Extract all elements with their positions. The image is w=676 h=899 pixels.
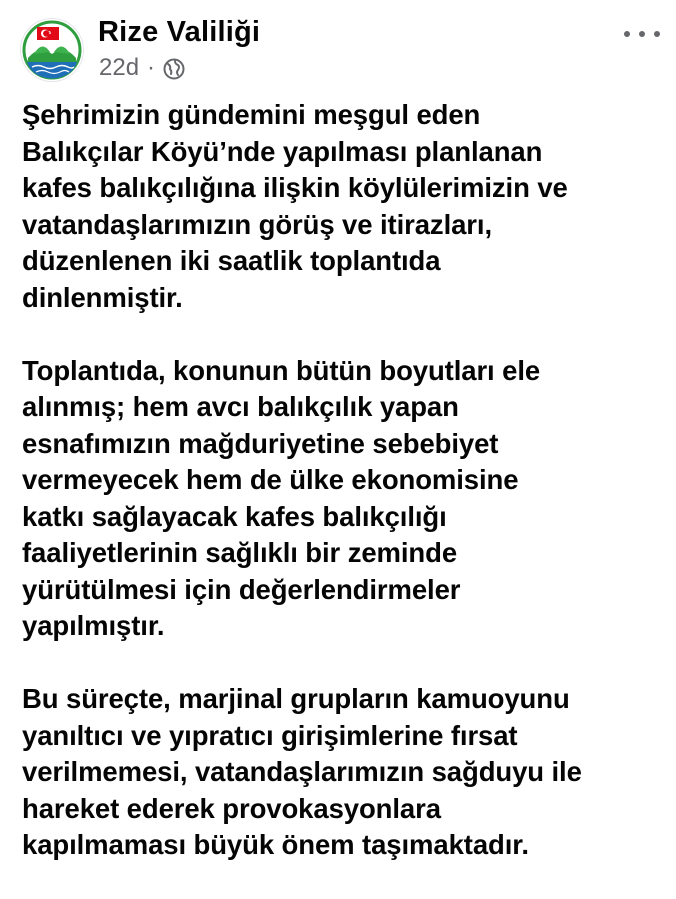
text-line: alınmış; hem avcı balıkçılık yapan — [22, 391, 459, 422]
post-text — [22, 97, 662, 864]
more-options-button[interactable] — [624, 24, 660, 44]
post-paragraph — [22, 353, 662, 645]
text-line: Bu süreçte, marjinal grupların kamuoyunu — [22, 683, 570, 714]
post-meta — [99, 54, 185, 82]
text-line: kapılmaması büyük önem taşımaktadır. — [22, 829, 529, 860]
text-line: yanıltıcı ve yıpratıcı girişimlerine fırsat — [22, 719, 518, 751]
page-name[interactable]: Rize Valiliği — [98, 16, 261, 48]
avatar[interactable] — [20, 18, 84, 82]
text-line: Toplantıda, konunun bütün boyutları ele — [22, 354, 541, 386]
paragraph-gap — [22, 316, 662, 353]
more-horizontal-icon — [639, 31, 645, 37]
text-line: katkı sağlayacak kafes balıkçılığı — [22, 500, 447, 532]
text-line: yapılmıştır. — [22, 610, 165, 641]
text-line: hareket ederek provokasyonlara — [22, 792, 441, 824]
text-line: kafes balıkçılığına ilişkin köylülerimizin ve — [22, 172, 568, 203]
text-line: Şehrimizin gündemini meşgul eden — [22, 99, 481, 130]
text-line: faaliyetlerinin sağlıklı bir zeminde — [22, 537, 458, 568]
meta-separator: · — [147, 54, 156, 81]
rize-valiligi-logo-icon — [20, 18, 84, 82]
post-header — [20, 14, 660, 84]
post-paragraph — [22, 97, 662, 316]
text-line: Balıkçılar Köyü’nde yapılması planlanan — [22, 135, 543, 167]
text-line: düzenlenen iki saatlik toplantıda — [22, 245, 441, 276]
text-line: esnafımızın mağduriyetine sebebiyet — [22, 427, 499, 459]
text-line: vatandaşlarımızın görüş ve itirazları, — [22, 208, 492, 240]
text-line: yürütülmesi için değerlendirmeler — [22, 573, 461, 605]
more-horizontal-icon — [624, 31, 630, 37]
text-line: dinlenmiştir. — [22, 281, 183, 313]
paragraph-gap — [22, 645, 662, 682]
more-horizontal-icon — [654, 31, 660, 37]
post-paragraph — [22, 681, 662, 864]
text-line: vermeyecek hem de ülke ekonomisine — [22, 464, 519, 495]
post-timestamp[interactable]: 22d — [99, 54, 140, 81]
text-line: verilmemesi, vatandaşlarımızın sağduyu ile — [22, 756, 582, 787]
globe-icon — [163, 58, 185, 80]
